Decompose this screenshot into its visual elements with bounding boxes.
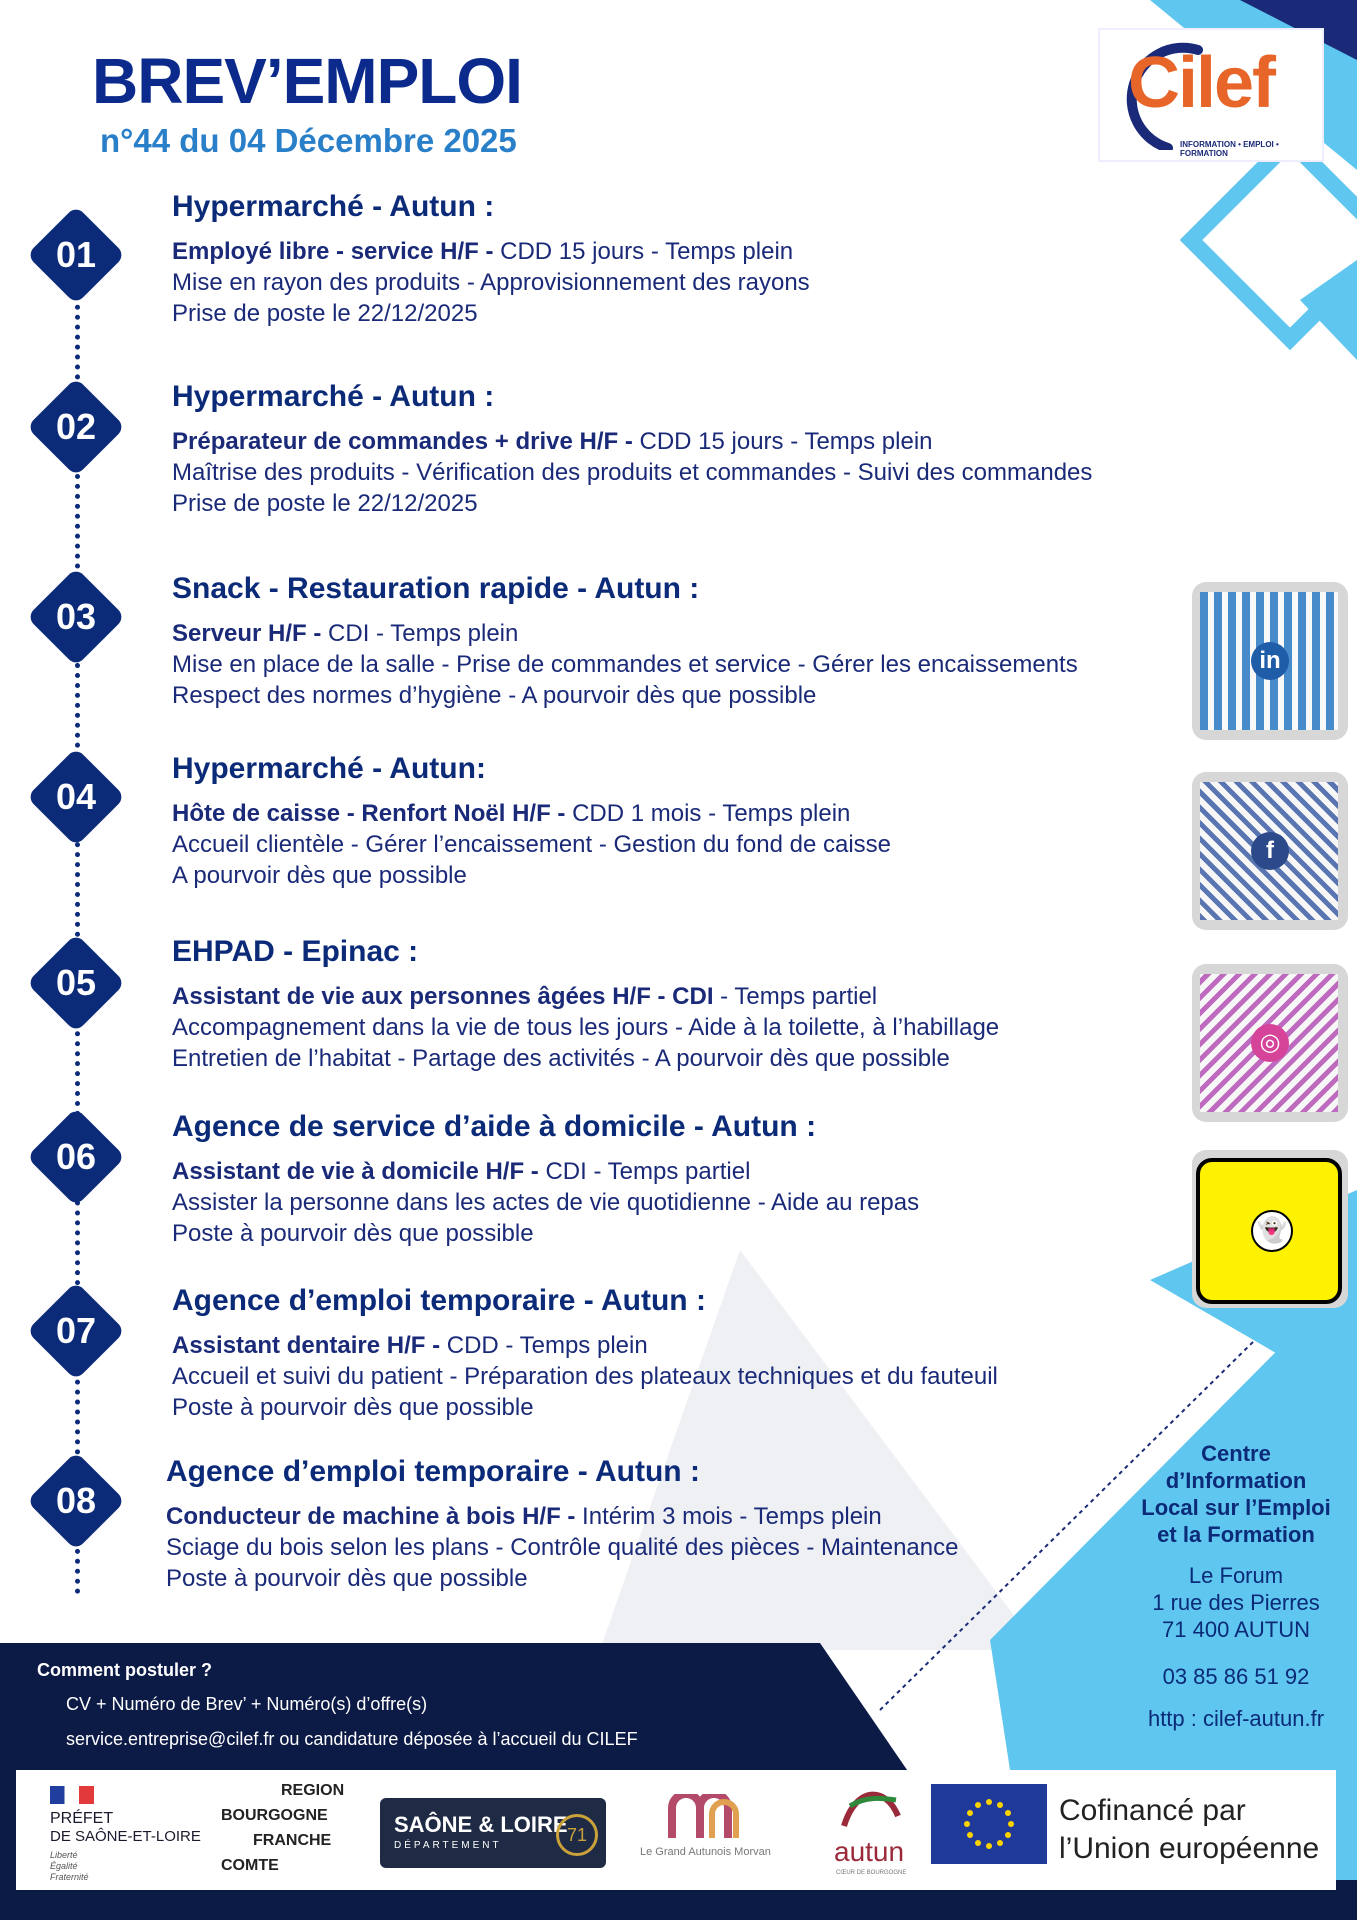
region-line: FRANCHE	[253, 1832, 332, 1849]
center-name-line: Local sur l’Emploi	[1141, 1495, 1331, 1520]
offer-tasks: Sciage du bois selon les plans - Contrôle qualité des pièces - Maintenance	[166, 1534, 959, 1561]
offer-start: Prise de poste le 22/12/2025	[172, 490, 478, 517]
instagram-icon: ◎	[1251, 1024, 1289, 1062]
offer-tasks: Maîtrise des produits - Vérification des produits et commandes - Suivi des commandes	[172, 459, 1093, 486]
offer-company: Hypermarché - Autun :	[172, 380, 495, 413]
prefet-motto: Égalité	[50, 1861, 78, 1871]
offer-contract: CDD 15 jours - Temps plein	[632, 428, 933, 455]
snapchat-qr[interactable]	[1192, 1150, 1348, 1308]
snapchat-icon: 👻	[1251, 1210, 1293, 1252]
linkedin-icon: in	[1251, 642, 1289, 680]
facebook-icon: f	[1251, 832, 1289, 870]
offer-job-line	[172, 981, 1172, 1012]
grand-autunois-mark-icon	[668, 1794, 758, 1838]
eu-logo	[931, 1770, 1331, 1890]
offer-start: Poste à pourvoir dès que possible	[172, 1394, 534, 1421]
offer-job-line	[172, 426, 1172, 457]
grand-autunois-text: Le Grand Autunois Morvan	[640, 1846, 771, 1858]
offer-contract: CDI - Temps plein	[321, 620, 519, 647]
offer-contract: CDD 15 jours - Temps plein	[493, 238, 794, 265]
cilef-logo	[1098, 28, 1324, 162]
job-offer[interactable]	[166, 1455, 1166, 1594]
instagram-qr[interactable]	[1192, 964, 1348, 1122]
offer-job-line	[172, 1156, 1172, 1187]
offer-contract: - Temps partiel	[713, 983, 878, 1010]
page-title: BREV’EMPLOI	[92, 45, 522, 117]
offer-company: Hypermarché - Autun:	[172, 752, 486, 785]
grand-autunois-logo	[628, 1770, 798, 1890]
partner-logos	[16, 1770, 1336, 1890]
prefet-motto: Fraternité	[50, 1872, 89, 1882]
offer-company: Agence d’emploi temporaire - Autun :	[166, 1455, 700, 1488]
eu-text-2: l’Union européenne	[1059, 1832, 1320, 1865]
region-line: COMTE	[221, 1857, 279, 1874]
offer-start: Poste à pourvoir dès que possible	[172, 1220, 534, 1247]
eu-text-1: Cofinancé par	[1059, 1794, 1246, 1827]
offer-start: Entretien de l’habitat - Partage des activités - A pourvoir dès que possible	[172, 1045, 950, 1072]
apply-question: Comment postuler ?	[37, 1660, 213, 1680]
job-offer[interactable]	[172, 752, 1172, 891]
job-offer[interactable]	[172, 1110, 1172, 1249]
offer-contract: CDD - Temps plein	[440, 1332, 648, 1359]
center-name-line: d’Information	[1165, 1468, 1307, 1493]
offer-number: 02	[55, 406, 97, 447]
offer-tasks: Assister la personne dans les actes de vie quotidienne - Aide au repas	[172, 1189, 920, 1216]
offer-start: Prise de poste le 22/12/2025	[172, 300, 478, 327]
prefet-motto: Liberté	[50, 1850, 78, 1860]
center-name-line: et la Formation	[1157, 1522, 1315, 1547]
offer-number: 06	[55, 1136, 97, 1177]
autun-mark-icon	[836, 1786, 906, 1836]
offer-tasks: Accueil et suivi du patient - Préparation des plateaux techniques et du fauteuil	[172, 1363, 998, 1390]
offer-tasks: Accompagnement dans la vie de tous les jours - Aide à la toilette, à l’habillage	[172, 1014, 1000, 1041]
logo-tagline: INFORMATION • EMPLOI • FORMATION	[1180, 140, 1279, 158]
offer-tasks: Accueil clientèle - Gérer l’encaissement - Gestion du fond de caisse	[172, 831, 892, 858]
offer-company: Snack - Restauration rapide - Autun :	[172, 572, 700, 605]
center-name-line: Centre	[1201, 1441, 1271, 1466]
job-offer[interactable]	[172, 380, 1172, 519]
offer-number: 03	[55, 596, 97, 637]
apply-requirements: CV + Numéro de Brev’ + Numéro(s) d’offre(s)	[66, 1694, 428, 1714]
eu-stars-icon	[931, 1784, 1047, 1864]
phone-number[interactable]: 03 85 86 51 92	[1162, 1664, 1310, 1689]
saone-loire-logo	[380, 1798, 606, 1868]
prefet-logo	[34, 1770, 214, 1890]
autun-sub: CŒUR DE BOURGOGNE	[836, 1870, 907, 1876]
offer-job-line	[172, 1330, 1172, 1361]
offer-start: A pourvoir dès que possible	[172, 862, 467, 889]
region-line: BOURGOGNE	[221, 1807, 328, 1824]
issue-subtitle: n°44 du 04 Décembre 2025	[100, 122, 517, 159]
job-offer[interactable]	[172, 935, 1172, 1074]
offer-job-title: Hôte de caisse - Renfort Noël H/F -	[172, 800, 566, 827]
job-offer[interactable]	[172, 1284, 1172, 1423]
center-name	[1120, 1440, 1352, 1548]
job-offer[interactable]	[172, 190, 1172, 329]
address-city: 71 400 AUTUN	[1162, 1617, 1310, 1642]
offer-start: Poste à pourvoir dès que possible	[166, 1565, 528, 1592]
offer-tasks: Mise en place de la salle - Prise de commandes et service - Gérer les encaissements	[172, 651, 1078, 678]
offer-job-title: Assistant de vie à domicile H/F -	[172, 1158, 539, 1185]
address-street: 1 rue des Pierres	[1152, 1590, 1320, 1615]
offer-number: 01	[55, 234, 97, 275]
offer-company: Agence de service d’aide à domicile - Autun :	[172, 1110, 817, 1143]
autun-text: autun	[834, 1836, 905, 1867]
apply-email[interactable]: service.entreprise@cilef.fr ou candidature déposée à l’accueil du CILEF	[66, 1729, 638, 1749]
flag-icon	[50, 1786, 94, 1804]
saone-71-icon: 71	[556, 1814, 598, 1856]
offer-contract: CDI - Temps partiel	[538, 1158, 751, 1185]
offer-number: 04	[55, 776, 97, 817]
offer-job-line	[172, 798, 1172, 829]
offer-start: Respect des normes d’hygiène - A pourvoir dès que possible	[172, 682, 817, 709]
region-line: REGION	[281, 1782, 345, 1799]
offer-company: EHPAD - Epinac :	[172, 935, 419, 968]
offer-company: Agence d’emploi temporaire - Autun :	[172, 1284, 706, 1317]
offer-job-title: Préparateur de commandes + drive H/F -	[172, 428, 633, 455]
linkedin-qr[interactable]	[1192, 582, 1348, 740]
offer-job-title: Conducteur de machine à bois H/F -	[166, 1503, 576, 1530]
address-place: Le Forum	[1188, 1563, 1284, 1588]
logo-word: Cilef	[1128, 43, 1275, 123]
facebook-qr[interactable]	[1192, 772, 1348, 930]
offer-number: 08	[55, 1480, 97, 1521]
offer-job-title: Assistant dentaire H/F -	[172, 1332, 441, 1359]
offer-job-line	[172, 618, 1172, 649]
job-offer[interactable]	[172, 572, 1172, 711]
offer-contract: CDD 1 mois - Temps plein	[565, 800, 851, 827]
offer-job-title: Serveur H/F -	[172, 620, 322, 647]
region-logo	[221, 1770, 371, 1898]
offer-number: 05	[55, 962, 97, 1003]
prefet-line1: PRÉFET	[50, 1810, 114, 1827]
offer-contract: Intérim 3 mois - Temps plein	[575, 1503, 882, 1530]
offer-job-title: Employé libre - service H/F -	[172, 238, 494, 265]
offer-company: Hypermarché - Autun :	[172, 190, 495, 223]
offer-tasks: Mise en rayon des produits - Approvisionnement des rayons	[172, 269, 810, 296]
saone-title: SAÔNE & LOIRE	[394, 1812, 568, 1837]
prefet-line2: DE SAÔNE-ET-LOIRE	[50, 1828, 201, 1845]
offer-number: 07	[55, 1310, 97, 1351]
offer-job-line	[172, 236, 1172, 267]
offer-job-title: Assistant de vie aux personnes âgées H/F - CDI	[172, 983, 714, 1010]
offer-job-line	[166, 1501, 1166, 1532]
autun-logo	[816, 1770, 926, 1890]
eu-flag-icon	[931, 1784, 1047, 1864]
website-link[interactable]: http : cilef-autun.fr	[1147, 1706, 1325, 1731]
saone-sub: DÉPARTEMENT	[394, 1840, 502, 1851]
